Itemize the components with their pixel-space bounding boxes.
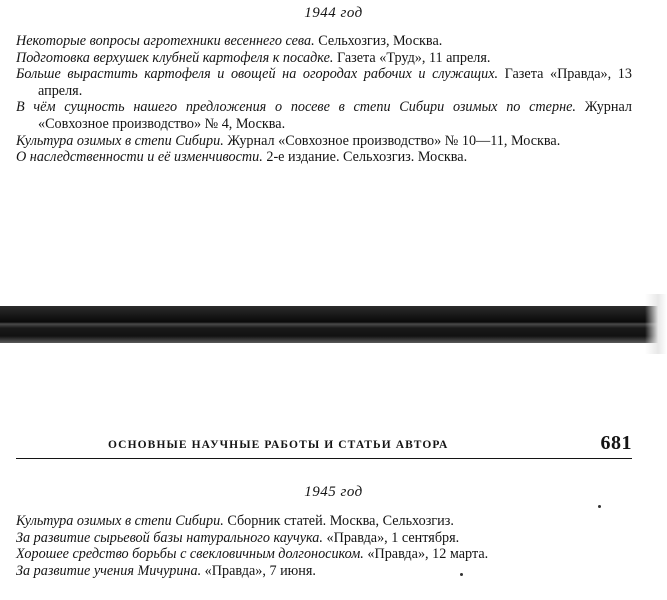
- year-heading-1944: 1944 год: [304, 5, 363, 21]
- page-number: 681: [600, 432, 632, 454]
- entry-title: О наследственности и её изменчивости.: [16, 149, 263, 166]
- entry: [16, 546, 632, 563]
- entry-source: 2-е издание. Сельхозгиз. Москва.: [262, 149, 468, 166]
- entry-source: Сборник статей. Москва, Сельхозгиз.: [223, 513, 454, 529]
- entry-source: «Правда», 1 сентября.: [322, 529, 460, 546]
- running-head-title: ОСНОВНЫЕ НАУЧНЫЕ РАБОТЫ И СТАТЬИ АВТОРА: [108, 439, 449, 451]
- entries-1944: [16, 33, 632, 166]
- entry-title: В чём сущность нашего предложения о посеве в степи Сибири озимых по стерне.: [16, 99, 576, 116]
- entry-source: Сельхозгиз, Москва.: [314, 33, 443, 49]
- entry: [16, 99, 632, 132]
- entries-1945: [16, 513, 632, 579]
- entry-source: «Правда», 7 июня.: [201, 562, 316, 579]
- entry-source: Журнал «Совхозное производство» № 4, Москва.: [38, 99, 632, 132]
- entry-source: Газета «Правда», 13 апреля.: [38, 66, 632, 99]
- ink-speck: [460, 573, 463, 576]
- entry-title: За развитие учения Мичурина.: [16, 562, 202, 579]
- entry: [16, 149, 632, 166]
- entry: [16, 530, 632, 547]
- entry-title: Больше вырастить картофеля и овощей на огородах рабочих и служащих.: [16, 66, 499, 83]
- entry-title: За развитие сырьевой базы натурального каучука.: [16, 529, 323, 546]
- entry: [16, 50, 632, 67]
- entry: [16, 513, 632, 530]
- entry: [16, 66, 632, 99]
- entry-title: Культура озимых в степи Сибири.: [16, 513, 224, 529]
- running-head: [16, 432, 632, 459]
- entry-source: Газета «Труд», 11 апреля.: [333, 49, 491, 66]
- entry-source: «Правда», 12 марта.: [363, 546, 489, 563]
- entry: [16, 133, 632, 150]
- entry-title: Культура озимых в степи Сибири.: [16, 132, 224, 149]
- entry: [16, 33, 632, 50]
- page-gap-band: [0, 306, 667, 343]
- entry-title: Подготовка верхушек клубней картофеля к посадке.: [16, 49, 334, 66]
- entry: [16, 563, 632, 580]
- year-heading-1945: 1945 год: [304, 484, 363, 500]
- entry-title: Хорошее средство борьбы с свекловичным долгоносиком.: [16, 546, 364, 563]
- page-edge-shadow: [645, 294, 667, 354]
- entry-title: Некоторые вопросы агротехники весеннего сева.: [16, 33, 315, 49]
- entry-source: Журнал «Совхозное производство» № 10—11, Москва.: [223, 132, 561, 149]
- ink-speck: [598, 505, 601, 508]
